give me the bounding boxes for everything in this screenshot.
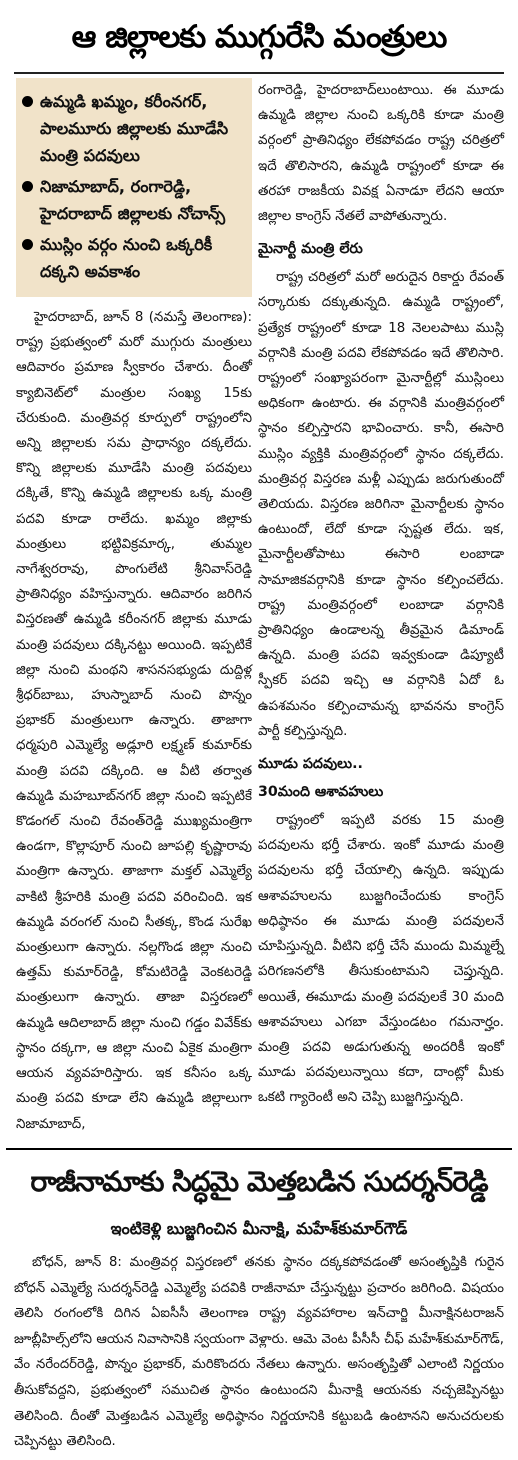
- left-column: [16, 78, 252, 1137]
- right-column: [258, 78, 504, 1111]
- summary-bullet-text: ముస్లిం వర్గం నుంచి ఒక్కరికీ దక్కని అవకాశం: [40, 235, 213, 281]
- article2-deck: ఇంటికెళ్లి బుజ్జగించిన మీనాక్షి, మహేశ్‌కుమార్‌గౌడ్: [110, 1219, 408, 1238]
- summary-bullet: [22, 88, 244, 169]
- subheading: మూడు పదవులు..: [258, 756, 363, 773]
- subheading: 30మంది ఆశావహులు: [258, 784, 384, 801]
- body-paragraph: హైదరాబాద్, జూన్ 8 (నమస్తే తెలంగాణ): రాష్ట్ర ప్రభుత్వంలో మరో ముగ్గురు మంత్రులు ఆదివారం ప్రమాణ స్వీకారం చేశారు. దీంతో క్యాబినెట్‌లో మంత్రుల సంఖ్య 15కు చేరుకుంది. మంత్రివర్గ కూర్పులో రాష్ట్రంలోని అన్ని జిల్లాలకు సమ ప్రాధాన్యం దక్కలేదు. కొన్ని జిల్లాలకు మూడేసి మంత్రి పదవులు దక్కితే, కొన్ని ఉమ్మడి జిల్లాలకు ఒక్క మంత్రి పదవి కూడా రాలేదు. ఖమ్మం జిల్లాకు మంత్రులు భట్టివిక్రమార్క, తుమ్మల నాగేశ్వరరావు, పొంగులేటి శ్రీనివాస్‌రెడ్డి ప్రాతినిధ్యం వహిస్తున్నారు. ఆదివారం జరిగిన విస్తరణతో ఉమ్మడి కరీంనగర్ జిల్లాకు మూడు మంత్రి పదవులు దక్కినట్టు అయింది. ఇప్పటికే జిల్లా నుంచి మంథని శాసనసభ్యుడు దుద్దిళ్ల శ్రీధర్‌బాబు, హుస్నాబాద్ నుంచి పొన్నం ప్రభాకర్ మంత్రులుగా ఉన్నారు. తాజాగా ధర్మపురి ఎమ్మెల్యే అడ్లూరి లక్ష్మణ్ కుమార్‌కు మంత్రి పదవి దక్కింది. ఆ వీటి తర్వాత ఉమ్మడి మహబూబ్‌నగర్ జిల్లా నుంచి ఇప్పటికే కొడంగల్ నుంచి రేవంత్‌రెడ్డి ముఖ్యమంత్రిగా ఉండగా, కొల్లాపూర్ నుంచి జూపల్లి కృష్ణారావు మంత్రిగా ఉన్నారు. తాజాగా మక్తల్ ఎమ్మెల్యే వాకిటి శ్రీహరికి మంత్రి పదవి వరించింది. ఇక ఉమ్మడి వరంగల్ నుంచి సీతక్క, కొండ సురేఖ మంత్రులుగా ఉన్నారు. నల్లగొండ జిల్లా నుంచి ఉత్తమ్ కుమార్‌రెడ్డి, కోమటిరెడ్డి వెంకటరెడ్డి మంత్రులుగా ఉన్నారు. తాజా విస్తరణలో ఉమ్మడి ఆదిలాబాద్ జిల్లా నుంచి గడ్డం వివేక్‌కు స్థానం దక్కగా, ఆ జిల్లా నుంచి ఏకైక మంత్రిగా ఆయన వ్యవహరిస్తారు. ఇక కనీసం ఒక్క మంత్రి పదవి కూడా లేని ఉమ్మడి జిల్లాలుగా నిజామాబాద్,: [16, 310, 252, 1132]
- summary-bullet: [22, 231, 244, 285]
- headline-rule: [14, 72, 504, 74]
- bullet-icon: [22, 181, 33, 192]
- bullet-icon: [22, 96, 33, 107]
- article1-headline: ఆ జిల్లాలకు ముగ్గురేసి మంత్రులు: [71, 19, 447, 55]
- body-paragraph: రంగారెడ్డి, హైదరాబాద్‌లుంటాయి. ఈ మూడు ఉమ్మడి జిల్లాల నుంచి ఒక్కరికి కూడా మంత్రి వర్గంలో ప్రాతినిధ్యం లేకపోవడం రాష్ట్ర చరిత్రలో ఇదే తొలిసారని, ఉమ్మడి రాష్ట్రంలో కూడా ఈ తరహా రాజకీయ వివక్ష ఏనాడూ లేదని ఆయా జిల్లాల కాంగ్రెస్ నేతలే వాపోతున్నారు.: [258, 83, 504, 225]
- summary-bullet-text: ఉమ్మడి ఖమ్మం, కరీంనగర్, పాలమూరు జిల్లాలకు మూడేసి మంత్రి పదవులు: [40, 92, 229, 165]
- body-paragraph: బోధన్, జూన్ 8: మంత్రివర్గ విస్తరణలో తనకు స్థానం దక్కకపోవడంతో అసంతృప్తికి గురైన బోధన్ ఎమ్మెల్యే సుదర్శన్‌రెడ్డి ఎమ్మెల్యే పదవికి రాజీనామా చేస్తున్నట్టు ప్రచారం జరిగింది. విషయం తెలిసి రంగంలోకి దిగిన ఏఐసీసీ తెలంగాణ రాష్ట్ర వ్యవహారాల ఇన్‌చార్జి మీనాక్షినటరాజన్ జూబ్లీహిల్స్‌లోని ఆయన నివాసానికి స్వయంగా వెళ్లారు. ఆమె వెంట పీసీసీ చీఫ్ మహేశ్‌కుమార్‌గౌడ్, వేం నరేందర్‌రెడ్డి, పొన్నం ప్రభాకర్, మరికొందరు నేతలు ఉన్నారు. అసంతృప్తితో ఎలాంటి నిర్ణయం తీసుకోవద్దని, ప్రభుత్వంలో సముచిత స్థానం ఉంటుందని మీనాక్షి ఆయనకు నచ్చజెప్పినట్టు తెలిసింది. దీంతో మెత్తబడిన ఎమ్మెల్యే అధిష్ఠానం నిర్ణయానికి కట్టుబడి ఉంటానని అనుచరులకు చెప్పినట్టు తెలిసింది.: [14, 1255, 504, 1450]
- body-paragraph: రాష్ట్రంలో ఇప్పటి వరకు 15 మంత్రి పదవులను భర్తీ చేశారు. ఇంకో మూడు మంత్రి పదవులను భర్తీ చేయాల్సి ఉన్నది. ఇప్పుడు ఆశావహులను బుజ్జగించేందుకు కాంగ్రెస్ అధిష్ఠానం ఈ మూడు మంత్రి పదవులనే చూపిస్తున్నది. వీటిని భర్తీ చేసే ముందు మిమ్మల్నే పరిగణనలోకి తీసుకుంటామని చెప్తున్నది. అయితే, ఈమూడు మంత్రి పదవులకే 30 మంది ఆశావహులు ఎగబా వేస్తుండటం గమనార్హం. మంత్రి పదవి అడుగుతున్న అందరికీ ఇంకో మూడు పదవులున్నాయి కదా, దాంట్లో మీకు ఒకటి గ్యారెంటీ అని చెప్పి బుజ్జగిస్తున్నది.: [258, 813, 504, 1106]
- subheading: మైనార్టీ మంత్రి లేరు: [258, 241, 363, 258]
- article2-headline: రాజీనామాకు సిద్ధమై మెత్తబడిన సుదర్శన్‌రెడ్డి: [30, 1165, 488, 1198]
- summary-box: [16, 78, 252, 297]
- summary-bullet-text: నిజామాబాద్, రంగారెడ్డి, హైదరాబాద్ జిల్లాలకు నోచాన్స్: [40, 177, 226, 223]
- body-paragraph: రాష్ట్ర చరిత్రలో మరో అరుదైన రికార్డు రేవంత్ సర్కారుకు దక్కుతున్నది. ఉమ్మడి రాష్ట్రంలో, ప్రత్యేక రాష్ట్రంలో కూడా 18 నెలలపాటు ముస్లి వర్గానికి మంత్రి పదవి లేకపోవడం ఇదే తొలిసారి. రాష్ట్రంలో సంఖ్యాపరంగా మైనార్టీల్లో ముస్లింలు అధికంగా ఉంటారు. ఈ వర్గానికి మంత్రివర్గంలో స్థానం కల్పిస్తారని భావించారు. కానీ, ఈసారి ముస్లిం వ్యక్తికి మంత్రివర్గంలో స్థానం దక్కలేదు. మంత్రివర్గ విస్తరణ మళ్లీ ఎప్పుడు జరుగుతుందో తెలియదు. విస్తరణ జరిగినా మైనార్టీలకు స్థానం ఉంటుందో, లేదో కూడా స్పష్టత లేదు. ఇక, మైనార్టీలతోపాటు ఈసారి లంబాడా సామాజికవర్గానికి కూడా స్థానం కల్పించలేదు. రాష్ట్ర మంత్రివర్గంలో లంబాడా వర్గానికి ప్రాతినిధ్యం ఉండాలన్న తీవ్రమైన డిమాండ్ ఉన్నది. మంత్రి పదవి ఇవ్వకుండా డిప్యూటీ స్పీకర్ పదవి ఇచ్చి ఆ వర్గానికి ఏదో ఓ ఉపశమనం కల్పించామన్న భావనను కాంగ్రెస్ పార్టీ కల్పిస్తున్నది.: [258, 270, 504, 739]
- article2-body: [14, 1250, 504, 1455]
- article-separator-rule: [6, 1148, 512, 1150]
- bullet-icon: [22, 239, 33, 250]
- summary-bullet: [22, 173, 244, 227]
